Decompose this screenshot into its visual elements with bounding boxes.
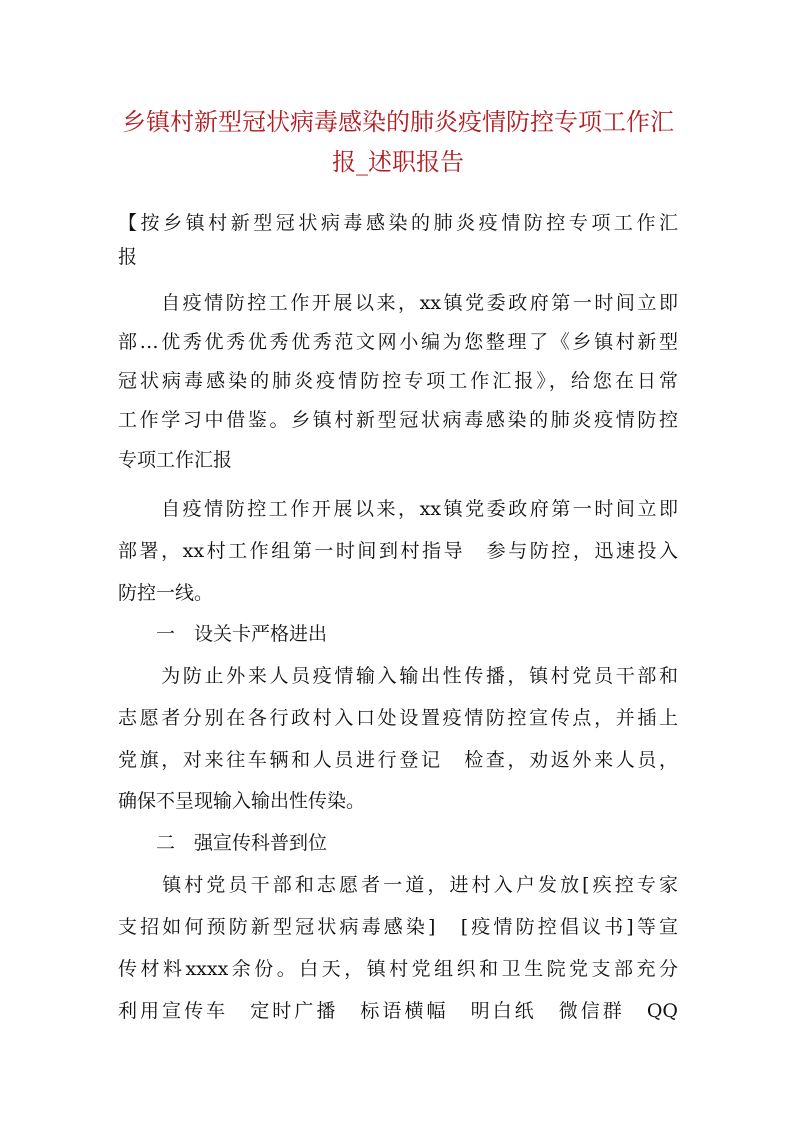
paragraph-line: 自疫情防控工作开展以来，xx镇党委政府第一时间立即 — [118, 292, 678, 314]
paragraph-line: 利用宣传车 定时广播 标语横幅 明白纸 微信群 QQ — [118, 1000, 678, 1022]
paragraph-line: 志愿者分别在各行政村入口处设置疫情防控宣传点，并插上 — [118, 707, 678, 729]
paragraph-line: 防控一线。 — [118, 582, 214, 604]
paragraph-line: 【按乡镇村新型冠状病毒感染的肺炎疫情防控专项工作汇 — [118, 212, 678, 234]
paragraph-line: 报 — [118, 246, 138, 268]
paragraph-line: 镇村党员干部和志愿者一道，进村入户发放[疾控专家 — [118, 874, 678, 896]
paragraph-line: 党旗，对来往车辆和人员进行登记 检查，劝返外来人员， — [118, 749, 678, 771]
paragraph-line: 确保不呈现输入输出性传染。 — [118, 790, 366, 812]
paragraph-line: 传材料xxxx余份。白天，镇村党组织和卫生院党支部充分 — [118, 958, 678, 980]
section-heading: 二 强宣传科普到位 — [118, 832, 328, 854]
paragraph-line: 部署，xx村工作组第一时间到村指导 参与防控，迅速投入 — [118, 540, 678, 562]
paragraph-line: 冠状病毒感染的肺炎疫情防控专项工作汇报》，给您在日常 — [118, 370, 678, 392]
paragraph-line: 为防止外来人员疫情输入输出性传播，镇村党员干部和 — [118, 665, 678, 687]
section-heading: 一 设关卡严格进出 — [118, 623, 328, 645]
document-title-line-2: 报_述职报告 — [332, 148, 464, 176]
paragraph-line: 支招如何预防新型冠状病毒感染] [疫情防控倡议书]等宣 — [118, 916, 678, 938]
paragraph-line: 工作学习中借鉴。乡镇村新型冠状病毒感染的肺炎疫情防控 — [118, 409, 678, 431]
paragraph-line: 专项工作汇报 — [118, 449, 233, 471]
paragraph-line: 自疫情防控工作开展以来，xx镇党委政府第一时间立即 — [118, 498, 678, 520]
document-title-line-1: 乡镇村新型冠状病毒感染的肺炎疫情防控专项工作汇 — [122, 108, 674, 136]
paragraph-line: 部…优秀优秀优秀优秀范文网小编为您整理了《乡镇村新型 — [118, 331, 678, 353]
